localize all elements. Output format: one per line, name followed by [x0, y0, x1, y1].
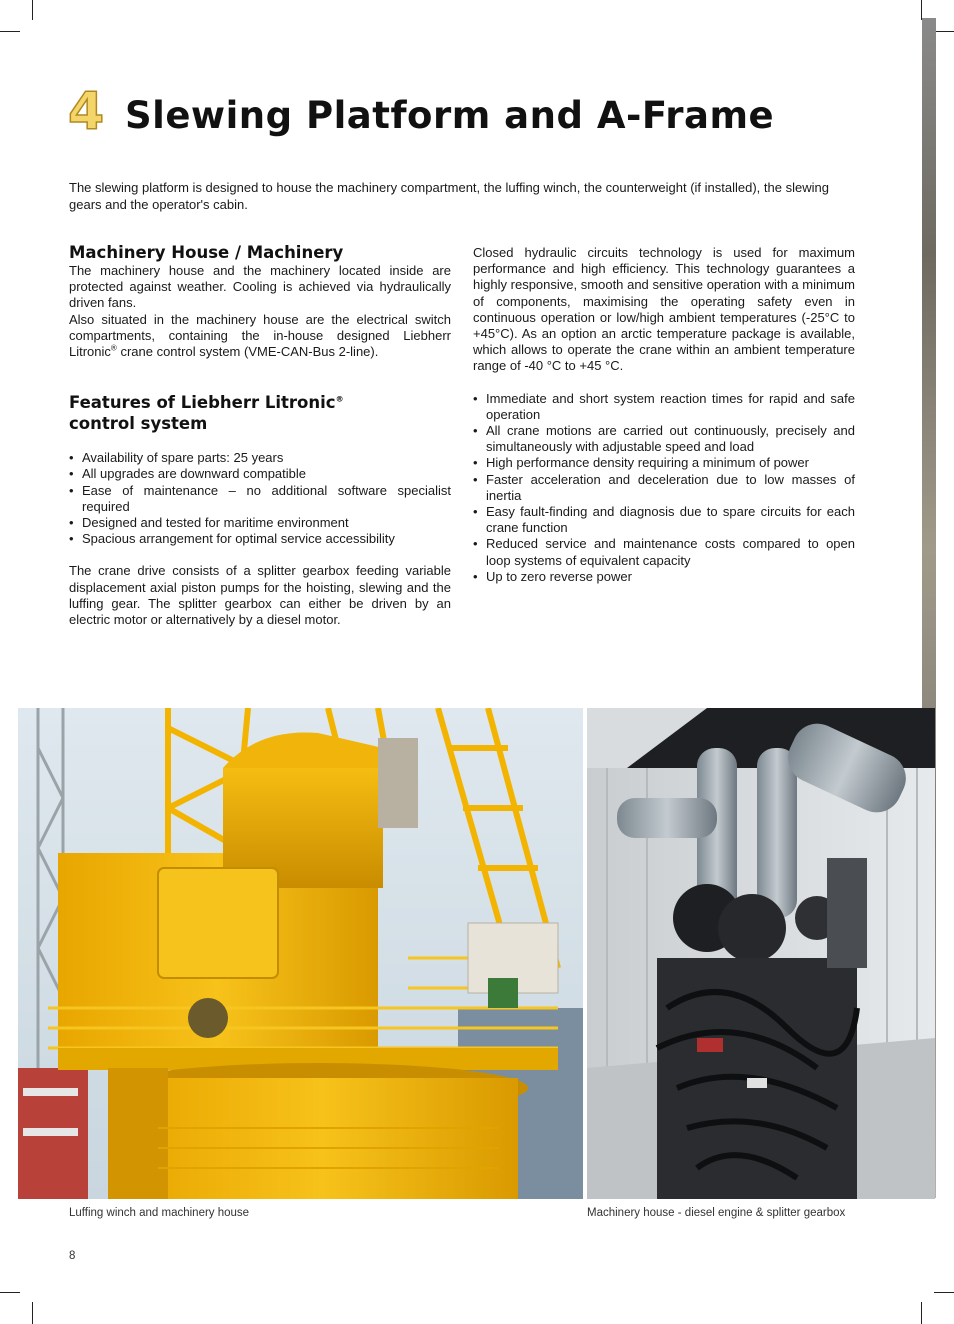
crop-mark — [921, 0, 922, 20]
features-heading-text-2: control system — [69, 414, 208, 434]
list-item: • Faster acceleration and deceleration due to low masses of inertia — [473, 472, 855, 504]
list-item: • Ease of maintenance – no additional software specialist required — [69, 483, 451, 515]
caption-left: Luffing winch and machinery house — [69, 1207, 250, 1219]
crop-mark — [934, 31, 954, 32]
crop-mark — [0, 31, 20, 32]
machinery-p2-text-a: Also situated in the machinery house are the electrical switch compartments, containing the in-house designed Liebherr Litronic — [69, 311, 451, 360]
page-number: 8 — [69, 1250, 76, 1262]
section-heading-features — [69, 392, 451, 434]
crop-mark — [934, 1292, 954, 1293]
registered-mark: ® — [335, 394, 344, 404]
registered-mark: ® — [110, 343, 117, 353]
list-item: • All crane motions are carried out continuously, precisely and simultaneously with adjustable speed and load — [473, 423, 855, 455]
machinery-paragraph-1: The machinery house and the machinery located inside are protected against weather. Cooling is achieved via hydraulically driven fans. — [69, 263, 451, 311]
list-item: • Immediate and short system reaction times for rapid and safe operation — [473, 391, 855, 423]
benefits-list — [473, 391, 855, 585]
crop-mark — [921, 1302, 922, 1324]
machinery-p2-text-b: crane control system (VME-CAN-Bus 2-line). — [116, 344, 379, 360]
list-item: • All upgrades are downward compatible — [69, 466, 451, 482]
list-item: • Designed and tested for maritime environment — [69, 515, 451, 531]
list-item: • Reduced service and maintenance costs compared to open loop systems of equivalent capacity — [473, 536, 855, 568]
machinery-paragraph-2 — [69, 312, 451, 361]
section-heading-machinery: Machinery House / Machinery — [69, 243, 344, 262]
drive-paragraph: The crane drive consists of a splitter gearbox feeding variable displacement axial piston pumps for the hoisting, slewing and the luffing gear. The splitter gearbox can either be driven by an electric motor or alternatively by a diesel motor. — [69, 563, 451, 628]
left-column — [69, 242, 451, 628]
crop-mark — [32, 1302, 33, 1324]
page-title: Slewing Platform and A-Frame — [125, 94, 775, 137]
features-list — [69, 450, 451, 547]
crop-mark — [0, 1292, 20, 1293]
list-item: • Availability of spare parts: 25 years — [69, 450, 451, 466]
intro-paragraph: The slewing platform is designed to house the machinery compartment, the luffing winch, the counterweight (if installed), the slewing gears and the operator's cabin. — [69, 180, 829, 212]
list-item: • Spacious arrangement for optimal service accessibility — [69, 531, 451, 547]
chapter-number: 4 — [68, 82, 105, 142]
list-item: • Easy fault-finding and diagnosis due to spare circuits for each crane function — [473, 504, 855, 536]
caption-right: Machinery house - diesel engine & splitter gearbox — [587, 1207, 846, 1219]
right-column — [473, 245, 855, 585]
list-item: • High performance density requiring a minimum of power — [473, 455, 855, 471]
crop-mark — [32, 0, 33, 20]
crane-photo — [18, 708, 583, 1199]
hydraulic-paragraph: Closed hydraulic circuits technology is used for maximum performance and high efficiency. This technology guarantees a highly responsive, smooth and sensitive operation with a minimum of components, maximising the operating safety even in continuous operation or low/high ambient temperatures (-25°C to +45°C). As an option an arctic temperature package is available, which allows to operate the crane within an ambient temperature range of -40 °C to +45 °C. — [473, 245, 855, 374]
engine-photo — [587, 708, 935, 1199]
list-item: • Up to zero reverse power — [473, 569, 855, 585]
features-heading-text: Features of Liebherr Litronic — [69, 393, 336, 413]
